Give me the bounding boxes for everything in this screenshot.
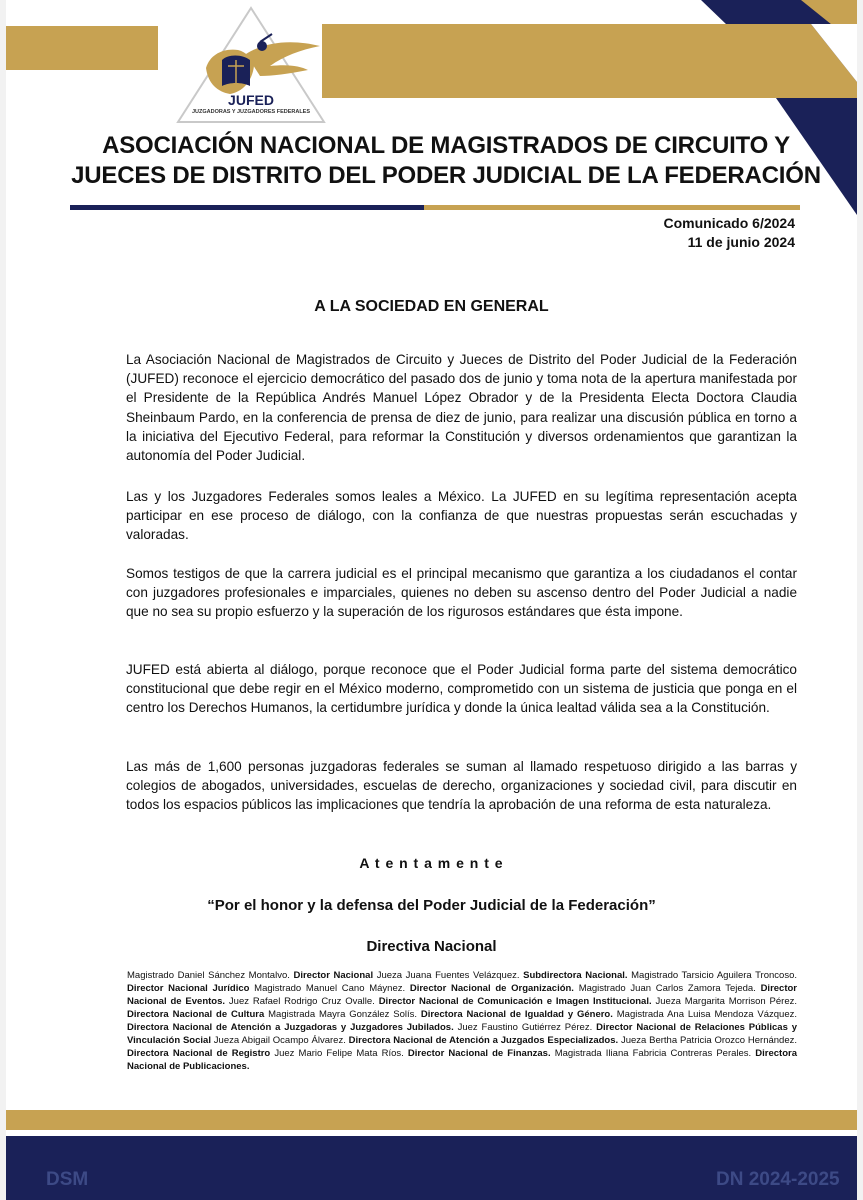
paragraph-4: JUFED está abierta al diálogo, porque reconoce que el Poder Judicial forma parte del sistema democrático constitucional que debe regir en el México moderno, comprometido con un sistema de justicia que ponga en el centro los Derechos Humanos, la certidumbre jurídica y donde la única lealtad válida sea a la Constitución. xyxy=(126,662,797,716)
directiva-member-name: Magistrado Manuel Cano Máynez. xyxy=(254,983,410,994)
directiva-member-name: Jueza Margarita Morrison Pérez. xyxy=(655,996,797,1007)
communique-date: 11 de junio 2024 xyxy=(687,234,795,250)
title-underline-gold xyxy=(424,205,800,210)
directiva-member-role: Directora Nacional de Registro xyxy=(127,1048,271,1059)
logo-subtitle: JUZGADORAS Y JUZGADORES FEDERALES xyxy=(191,109,311,115)
directiva-member-role: Director Nacional de Finanzas. xyxy=(407,1048,551,1059)
paragraph-5: Las más de 1,600 personas juzgadoras federales se suman al llamado respetuoso dirigido a las barras y colegios de abogados, universidades, escuelas de derecho, organizaciones y sociedad civil, para discutir en todos los espacios públicos las implicaciones que tendría la aprobación de una reforma de esta naturaleza. xyxy=(126,759,797,813)
directiva-member-name: Magistrada Iliana Fabricia Contreras Perales. xyxy=(554,1048,756,1059)
footer-left: DSM xyxy=(46,1169,89,1190)
directiva-member-role: Director Nacional xyxy=(293,970,374,981)
title-underline-navy xyxy=(70,205,424,210)
paragraph-3: Somos testigos de que la carrera judicial es el principal mecanismo que garantiza a los ciudadanos el contar con juzgadores profesionales e imparciales, quienes no deben su ascenso dentro del Poder Judicial a nadie que no sea su propio esfuerzo y la superación de los rigurosos estándares que ésta impone. xyxy=(126,566,797,620)
directiva-member-role: Director Nacional Jurídico xyxy=(127,983,250,994)
directiva-member-name: Magistrado Juan Carlos Zamora Tejeda. xyxy=(578,983,761,994)
communique-number: Comunicado 6/2024 xyxy=(663,215,795,231)
directiva-member-name: Juez Faustino Gutiérrez Pérez. xyxy=(457,1022,597,1033)
directiva-member-name: Magistrada Mayra González Solís. xyxy=(268,1009,421,1020)
motto: “Por el honor y la defensa del Poder Judicial de la Federación” xyxy=(207,897,656,914)
directiva-member-name: Magistrado Tarsicio Aguilera Troncoso. xyxy=(631,970,797,981)
closing: A t e n t a m e n t e xyxy=(359,855,504,871)
document-heading: A LA SOCIEDAD EN GENERAL xyxy=(314,298,549,315)
directiva-member-role: Directora Nacional de Atención a Juzgados Especializados. xyxy=(348,1035,619,1046)
directiva-member-role: Directora Nacional de Igualdad y Género. xyxy=(420,1009,613,1020)
directiva-member-name: Jueza Bertha Patricia Orozco Hernández. xyxy=(620,1035,797,1046)
footer-right: DN 2024-2025 xyxy=(716,1169,840,1190)
directiva-member-role: Subdirectora Nacional. xyxy=(523,970,628,981)
paragraph-1: La Asociación Nacional de Magistrados de Circuito y Jueces de Distrito del Poder Judicial de la Federación (JUFED) reconoce el ejercicio democrático del pasado dos de junio y toma nota de la apertura manifestada por el Presidente de la República Andrés Manuel López Obrador y de la Presidenta Electa Doctora Claudia Sheinbaum Pardo, en la conferencia de prensa de diez de junio, para realizar una discusión pública en torno a la iniciativa del Ejecutivo Federal, para reformar la Constitución y diversos ordenamientos que garantizan la autonomía del Poder Judicial. xyxy=(126,352,797,464)
directiva-member-name: Magistrada Ana Luisa Mendoza Vázquez. xyxy=(616,1009,797,1020)
directiva-member-role: Director Nacional de Comunicación e Imagen Institucional. xyxy=(378,996,652,1007)
directiva-member-role: Directora Nacional de Cultura xyxy=(127,1009,265,1020)
title-line-2: JUECES DE DISTRITO DEL PODER JUDICIAL DE LA FEDERACIÓN xyxy=(71,162,821,189)
directiva-member-name: Juez Mario Felipe Mata Ríos. xyxy=(274,1048,408,1059)
paragraph-2: Las y los Juzgadores Federales somos leales a México. La JUFED en su legítima representación acepta participar en ese proceso de diálogo, con la confianza de que nuestras propuestas serán escuchadas y valoradas. xyxy=(126,489,797,543)
directiva-member-role: Director Nacional de Relaciones Públicas y Vinculación Social xyxy=(127,1022,798,1046)
directiva-member-role: Directora Nacional de Publicaciones. xyxy=(127,1048,797,1072)
logo-name: JUFED xyxy=(228,92,274,108)
document-page xyxy=(6,0,857,1200)
top-left-gold-bar xyxy=(6,26,158,70)
directiva-member-name: Juez Rafael Rodrigo Cruz Ovalle. xyxy=(228,996,379,1007)
directiva-list xyxy=(127,969,797,1073)
directiva-member-name: Magistrado Daniel Sánchez Montalvo. xyxy=(127,970,294,981)
directiva-member-role: Directora Nacional de Atención a Juzgadoras y Juzgadores Jubilados. xyxy=(127,1022,454,1033)
directiva-title: Directiva Nacional xyxy=(366,938,497,955)
directiva-member-name: Jueza Juana Fuentes Velázquez. xyxy=(376,970,524,981)
directiva-member-name: Jueza Abigail Ocampo Álvarez. xyxy=(213,1035,349,1046)
jufed-logo xyxy=(176,6,326,124)
directiva-member-role: Director Nacional de Organización. xyxy=(409,983,574,994)
directiva-member-role: Director Nacional de Eventos. xyxy=(127,983,797,1007)
title-line-1: ASOCIACIÓN NACIONAL DE MAGISTRADOS DE CIRCUITO Y xyxy=(102,132,790,159)
